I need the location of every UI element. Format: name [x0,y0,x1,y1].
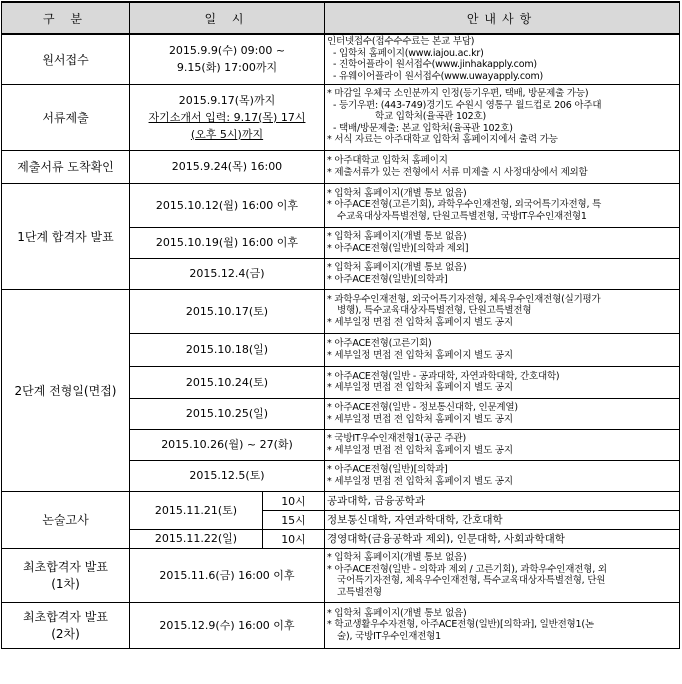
notes-cell: * 입학처 홈페이지(개별 통보 없음) * 학교생활우수자전형, 아주ACE전형(일반)[의학과], 일반전형1(논 술), 국방IT우수인재전형1 [325,602,680,648]
date-cell: 2015.9.9(수) 09:00 ~ 9.15(화) 17:00까지 [130,34,325,84]
header-datetime: 일 시 [130,2,325,34]
time-cell: 15시 [263,510,325,529]
notes-cell: 정보통신대학, 자연과학대학, 간호대학 [325,510,680,529]
date-cell: 2015.9.17(목)까지 자기소개서 입력: 9.17(목) 17시 (오후 5시)까지 [130,84,325,150]
table-row [2,150,680,183]
header-row [2,2,680,34]
category-cell: 원서접수 [2,34,130,84]
table-row [2,602,680,648]
table-row [2,491,680,510]
notes-cell: * 입학처 홈페이지(개별 통보 없음) * 아주ACE전형(고른기회), 과학우수인재전형, 외국어특기자전형, 특 수교육대상자특별전형, 단원고특별전형, 국방IT우수인재전형1 [325,183,680,227]
category-cell: 논술고사 [2,491,130,548]
date-cell: 2015.10.26(월) ~ 27(화) [130,429,325,460]
date-cell: 2015.10.24(토) [130,366,325,398]
date-cell: 2015.10.18(일) [130,333,325,366]
category-cell: 2단계 전형일(면접) [2,289,130,491]
table-row [2,548,680,602]
notes-cell: * 아주ACE전형(일반 - 공과대학, 자연과학대학, 간호대학) * 세부일정 면접 전 입학처 홈페이지 별도 공지 [325,366,680,398]
notes-cell: 경영대학(금융공학과 제외), 인문대학, 사회과학대학 [325,529,680,548]
date-cell: 2015.11.22(일) [130,529,263,548]
table-row [2,84,680,150]
notes-cell: * 과학우수인재전형, 외국어특기자전형, 체육우수인재전형(실기평가 병행), 특수교육대상자특별전형, 단원고특별전형 * 세부일정 면접 전 입학처 홈페이지 별도 공지 [325,289,680,333]
notes-cell: 공과대학, 금융공학과 [325,491,680,510]
notes-cell: * 입학처 홈페이지(개별 통보 없음) * 아주ACE전형(일반)[의학과 제외] [325,227,680,258]
notes-cell: * 국방IT우수인재전형1(공군 주관) * 세부일정 면접 전 입학처 홈페이지 별도 공지 [325,429,680,460]
category-cell: 서류제출 [2,84,130,150]
notes-cell: * 아주ACE전형(일반 - 정보통신대학, 인문계열) * 세부일정 면접 전 입학처 홈페이지 별도 공지 [325,398,680,429]
category-cell: 1단계 합격자 발표 [2,183,130,289]
notes-cell: * 마감일 우체국 소인분까지 인정(등기우편, 택배, 방문제출 가능) - 등기우편: (443-749)경기도 수원시 영통구 월드컵로 206 아주대 학교 입학처(율곡관 102호) - 택배/방문제출: 본교 입학처(율곡관 102호) * 서식 자료는 아주대학교 입학처 홈페이지에서 출력 가능 [325,84,680,150]
date-cell: 2015.10.12(월) 16:00 이후 [130,183,325,227]
date-cell: 2015.10.25(일) [130,398,325,429]
date-cell: 2015.10.17(토) [130,289,325,333]
notes-cell: * 입학처 홈페이지(개별 통보 없음) * 아주ACE전형(일반)[의학과] [325,258,680,289]
header-notes: 안내사항 [325,2,680,34]
date-cell: 2015.12.4(금) [130,258,325,289]
table-row [2,34,680,84]
time-cell: 10시 [263,529,325,548]
time-cell: 10시 [263,491,325,510]
notes-cell: 인터넷접수(접수수수료는 본교 부담) - 입학처 홈페이지(www.iajou.ac.kr) - 진학어플라이 원서접수(www.jinhakapply.com) - 유웨이어플라이 원서접수(www.uwayapply.com) [325,34,680,84]
notes-cell: * 입학처 홈페이지(개별 통보 없음) * 아주ACE전형(일반 - 의학과 제외 / 고른기회), 과학우수인재전형, 외 국어특기자전형, 체육우수인재전형, 특수교육대상자특별전형, 단원 고특별전형 [325,548,680,602]
header-category: 구 분 [2,2,130,34]
notes-cell: * 아주대학교 입학처 홈페이지 * 제출서류가 있는 전형에서 서류 미제출 시 사정대상에서 제외함 [325,150,680,183]
date-cell: 2015.12.5(토) [130,460,325,491]
admission-schedule-table [1,1,680,649]
date-cell: 2015.11.21(토) [130,491,263,529]
notes-cell: * 아주ACE전형(고른기회) * 세부일정 면접 전 입학처 홈페이지 별도 공지 [325,333,680,366]
table-row [2,289,680,333]
category-cell: 최초합격자 발표 (2차) [2,602,130,648]
date-cell: 2015.10.19(월) 16:00 이후 [130,227,325,258]
date-cell: 2015.11.6(금) 16:00 이후 [130,548,325,602]
table-row [2,183,680,227]
category-cell: 최초합격자 발표 (1차) [2,548,130,602]
notes-cell: * 아주ACE전형(일반)[의학과] * 세부일정 면접 전 입학처 홈페이지 별도 공지 [325,460,680,491]
category-cell: 제출서류 도착확인 [2,150,130,183]
date-cell: 2015.12.9(수) 16:00 이후 [130,602,325,648]
date-cell: 2015.9.24(목) 16:00 [130,150,325,183]
